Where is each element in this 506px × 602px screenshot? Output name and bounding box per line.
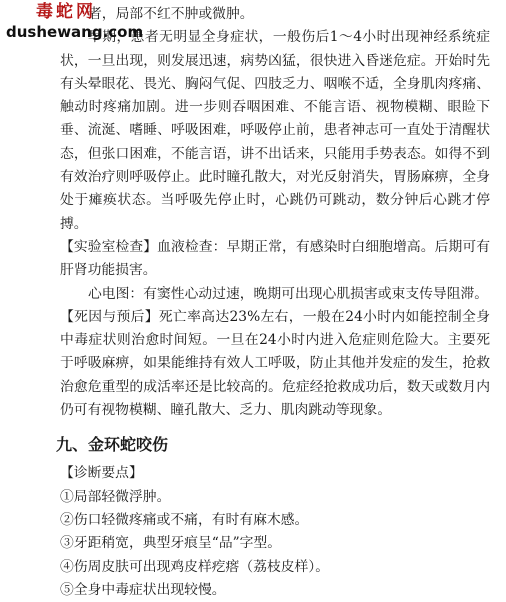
paragraph-early-symptoms: 早期，患者无明显全身症状，一般伤后1～4小时出现神经系统症状，一旦出现，则发展迅速，病势凶猛，很快进入昏迷危症。开始时先有头晕眼花、畏光、胸闷气促、四肢乏力、咽喉不适，全身肌肉疼痛、触动时疼痛加剧。进一步则吞咽困难、不能言语、视物模糊、眼睑下垂、流涎、嗜睡、呼吸困难，呼吸停止前，患者神志可一直处于清醒状态，但张口困难，不能言语，讲不出话来，只能用手势表态。如得不到有效治疗则呼吸停止。此时瞳孔散大，对光反射消失，胃肠麻痹，全身处于瘫痪状态。当呼吸先停止时，心跳仍可跳动，数分钟后心跳才停搏。: [60, 29, 490, 232]
diagnosis-item-5: ⑤全身中毒症状出现较慢。: [60, 581, 226, 598]
paragraph-continuation: 者，局部不红不肿或微肿。: [88, 6, 254, 22]
watermark-title: 毒蛇网: [36, 2, 96, 22]
paragraph-ecg: 心电图：有窦性心动过速，晚期可出现心肌损害或束支传导阻滞。: [88, 285, 489, 302]
text-prognosis: 死亡率高达23%左右，一般在24小时内如能控制全身中毒症状则治愈时间短。一旦在24小时内进入危症则危险大。主要死于呼吸麻痹，如果能维持有效人工呼吸，防止其他并发症的发生，抢救治愈危重型的成活率还是比较高的。危症经抢救成功后，数天或数月内仍可有视物模糊、瞳孔散大、乏力、肌肉跳动等现象。: [60, 308, 490, 419]
diagnosis-item-4: ④伤周皮肤可出现鸡皮样疙瘩（荔枝皮样）。: [60, 558, 330, 575]
section-heading: 九、金环蛇咬伤: [56, 435, 169, 455]
diagnosis-item-2: ②伤口轻微疼痛或不痛，有时有麻木感。: [60, 511, 309, 528]
label-lab-exam: 【实验室检查】: [60, 238, 158, 255]
text-lab-exam: 血液检查：早期正常，有感染时白细胞增高。后期可有肝肾功能损害。: [60, 238, 491, 279]
paragraph-prognosis: [60, 306, 490, 422]
diagnosis-label: 【诊断要点】: [60, 465, 143, 482]
label-prognosis: 【死因与预后】: [60, 308, 159, 325]
paragraph-lab-exam: [60, 236, 490, 283]
document-body: [56, 3, 491, 602]
diagnosis-item-1: ①局部轻微浮肿。: [60, 488, 171, 505]
watermark-url: dushewang.com: [6, 23, 144, 41]
watermark-logo: [6, 2, 166, 44]
diagnosis-item-3: ③牙距稍宽，典型牙痕呈“品”字型。: [60, 535, 282, 552]
